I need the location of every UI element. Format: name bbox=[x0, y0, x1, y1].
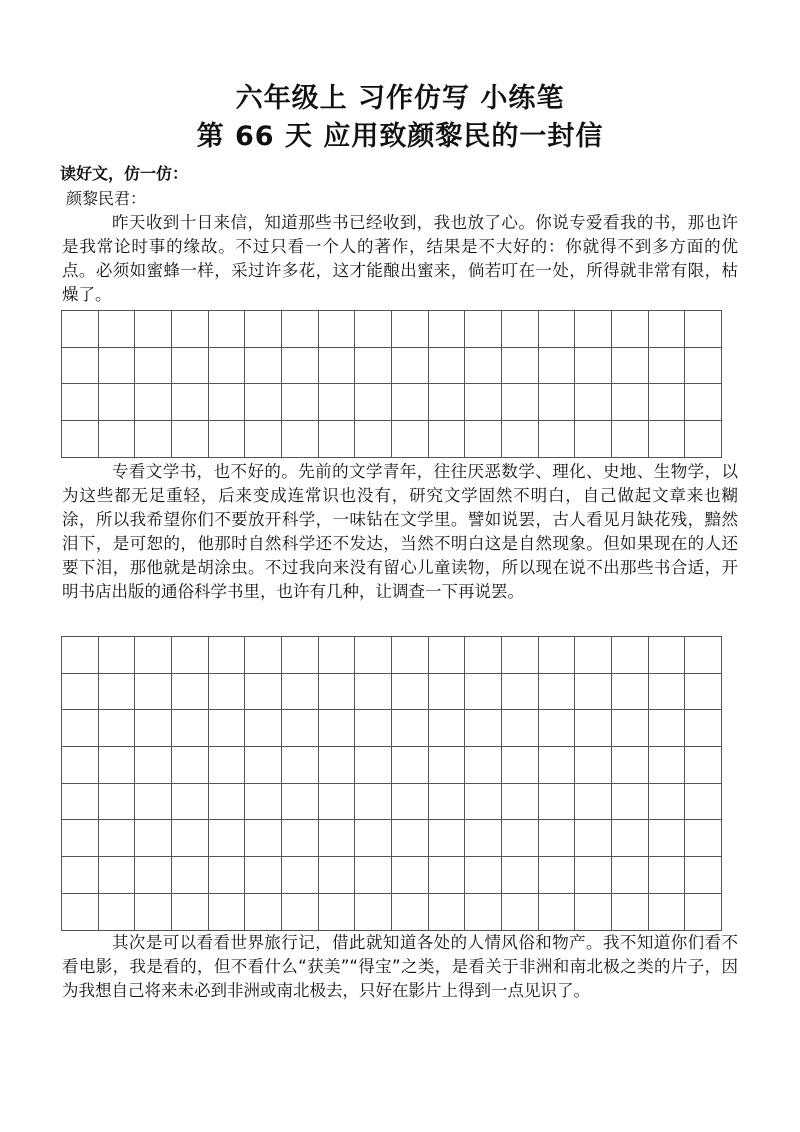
grid-cell[interactable] bbox=[612, 637, 649, 674]
grid-cell[interactable] bbox=[355, 820, 392, 857]
grid-cell[interactable] bbox=[575, 674, 612, 711]
grid-cell[interactable] bbox=[685, 857, 722, 894]
grid-cell[interactable] bbox=[429, 710, 466, 747]
grid-cell[interactable] bbox=[502, 894, 539, 931]
grid-cell[interactable] bbox=[465, 421, 502, 458]
grid-cell[interactable] bbox=[575, 384, 612, 421]
grid-cell[interactable] bbox=[649, 421, 686, 458]
grid-cell[interactable] bbox=[429, 384, 466, 421]
grid-cell[interactable] bbox=[539, 348, 576, 385]
grid-cell[interactable] bbox=[99, 894, 136, 931]
grid-cell[interactable] bbox=[429, 637, 466, 674]
grid-cell[interactable] bbox=[392, 857, 429, 894]
letter-paragraph-1: 昨天收到十日来信，知道那些书已经收到，我也放了心。你说专爱看我的书，那也许是我常论时事的缘故。不过只看一个人的著作，结果是不大好的：你就得不到多方面的优点。必须如蜜蜂一样，采过许多花，这才能酿出蜜来，倘若叮在一处，所得就非常有限，枯燥了。 bbox=[62, 213, 738, 304]
grid-cell[interactable] bbox=[99, 857, 136, 894]
grid-cell[interactable] bbox=[502, 384, 539, 421]
grid-cell[interactable] bbox=[135, 637, 172, 674]
grid-cell[interactable] bbox=[575, 348, 612, 385]
grid-cell[interactable] bbox=[135, 784, 172, 821]
grid-cell[interactable] bbox=[282, 784, 319, 821]
grid-cell[interactable] bbox=[355, 384, 392, 421]
grid-cell[interactable] bbox=[172, 747, 209, 784]
grid-cell[interactable] bbox=[392, 421, 429, 458]
grid-cell[interactable] bbox=[465, 784, 502, 821]
grid-cell[interactable] bbox=[612, 857, 649, 894]
grid-cell[interactable] bbox=[319, 637, 356, 674]
grid-cell[interactable] bbox=[99, 348, 136, 385]
grid-cell[interactable] bbox=[429, 857, 466, 894]
grid-cell[interactable] bbox=[209, 421, 246, 458]
grid-cell[interactable] bbox=[685, 348, 722, 385]
grid-cell[interactable] bbox=[429, 311, 466, 348]
grid-cell[interactable] bbox=[575, 747, 612, 784]
grid-cell[interactable] bbox=[392, 348, 429, 385]
grid-cell[interactable] bbox=[135, 710, 172, 747]
grid-cell[interactable] bbox=[649, 784, 686, 821]
grid-cell[interactable] bbox=[172, 710, 209, 747]
grid-cell[interactable] bbox=[649, 894, 686, 931]
grid-cell[interactable] bbox=[209, 348, 246, 385]
grid-cell[interactable] bbox=[612, 784, 649, 821]
grid-cell[interactable] bbox=[245, 348, 282, 385]
grid-cell[interactable] bbox=[172, 384, 209, 421]
grid-cell[interactable] bbox=[612, 311, 649, 348]
grid-cell[interactable] bbox=[319, 348, 356, 385]
grid-cell[interactable] bbox=[282, 421, 319, 458]
grid-cell[interactable] bbox=[319, 384, 356, 421]
grid-cell[interactable] bbox=[355, 348, 392, 385]
grid-cell[interactable] bbox=[355, 894, 392, 931]
grid-cell[interactable] bbox=[465, 710, 502, 747]
grid-cell[interactable] bbox=[355, 311, 392, 348]
grid-cell[interactable] bbox=[429, 674, 466, 711]
grid-cell[interactable] bbox=[245, 857, 282, 894]
grid-cell[interactable] bbox=[209, 784, 246, 821]
grid-cell[interactable] bbox=[245, 637, 282, 674]
grid-cell[interactable] bbox=[612, 747, 649, 784]
grid-cell[interactable] bbox=[245, 894, 282, 931]
grid-cell[interactable] bbox=[319, 747, 356, 784]
grid-cell[interactable] bbox=[282, 747, 319, 784]
grid-cell[interactable] bbox=[209, 311, 246, 348]
grid-cell[interactable] bbox=[429, 894, 466, 931]
grid-cell[interactable] bbox=[209, 637, 246, 674]
grid-cell[interactable] bbox=[502, 311, 539, 348]
grid-cell[interactable] bbox=[429, 784, 466, 821]
grid-cell[interactable] bbox=[392, 637, 429, 674]
grid-cell[interactable] bbox=[135, 857, 172, 894]
grid-cell[interactable] bbox=[685, 674, 722, 711]
grid-cell[interactable] bbox=[685, 747, 722, 784]
grid-cell[interactable] bbox=[502, 674, 539, 711]
grid-cell[interactable] bbox=[245, 384, 282, 421]
grid-cell[interactable] bbox=[319, 857, 356, 894]
grid-cell[interactable] bbox=[649, 747, 686, 784]
grid-cell[interactable] bbox=[209, 857, 246, 894]
grid-cell[interactable] bbox=[245, 820, 282, 857]
grid-cell[interactable] bbox=[575, 894, 612, 931]
grid-cell[interactable] bbox=[319, 421, 356, 458]
grid-cell[interactable] bbox=[612, 348, 649, 385]
grid-cell[interactable] bbox=[685, 784, 722, 821]
grid-cell[interactable] bbox=[685, 894, 722, 931]
grid-cell[interactable] bbox=[62, 784, 99, 821]
grid-cell[interactable] bbox=[465, 311, 502, 348]
writing-grid-2[interactable] bbox=[61, 636, 722, 931]
grid-cell[interactable] bbox=[282, 857, 319, 894]
grid-cell[interactable] bbox=[392, 384, 429, 421]
grid-cell[interactable] bbox=[245, 710, 282, 747]
grid-cell[interactable] bbox=[355, 674, 392, 711]
grid-cell[interactable] bbox=[649, 348, 686, 385]
grid-cell[interactable] bbox=[392, 674, 429, 711]
grid-cell[interactable] bbox=[649, 710, 686, 747]
grid-cell[interactable] bbox=[135, 421, 172, 458]
grid-cell[interactable] bbox=[62, 747, 99, 784]
grid-cell[interactable] bbox=[282, 710, 319, 747]
grid-cell[interactable] bbox=[245, 311, 282, 348]
grid-cell[interactable] bbox=[245, 421, 282, 458]
grid-cell[interactable] bbox=[99, 637, 136, 674]
grid-cell[interactable] bbox=[575, 784, 612, 821]
grid-cell[interactable] bbox=[685, 311, 722, 348]
grid-cell[interactable] bbox=[502, 820, 539, 857]
grid-cell[interactable] bbox=[392, 784, 429, 821]
grid-cell[interactable] bbox=[539, 710, 576, 747]
grid-cell[interactable] bbox=[429, 421, 466, 458]
grid-cell[interactable] bbox=[135, 894, 172, 931]
grid-cell[interactable] bbox=[172, 820, 209, 857]
grid-cell[interactable] bbox=[62, 311, 99, 348]
grid-cell[interactable] bbox=[685, 710, 722, 747]
grid-cell[interactable] bbox=[245, 784, 282, 821]
grid-cell[interactable] bbox=[502, 747, 539, 784]
grid-cell[interactable] bbox=[685, 820, 722, 857]
grid-cell[interactable] bbox=[282, 384, 319, 421]
grid-cell[interactable] bbox=[612, 894, 649, 931]
grid-cell[interactable] bbox=[282, 637, 319, 674]
grid-cell[interactable] bbox=[135, 311, 172, 348]
grid-cell[interactable] bbox=[99, 311, 136, 348]
grid-cell[interactable] bbox=[282, 348, 319, 385]
grid-cell[interactable] bbox=[465, 384, 502, 421]
grid-cell[interactable] bbox=[539, 674, 576, 711]
grid-cell[interactable] bbox=[465, 857, 502, 894]
grid-cell[interactable] bbox=[209, 674, 246, 711]
grid-cell[interactable] bbox=[282, 820, 319, 857]
grid-cell[interactable] bbox=[539, 747, 576, 784]
page-title: 六年级上 习作仿写 小练笔 bbox=[235, 83, 565, 114]
grid-cell[interactable] bbox=[392, 747, 429, 784]
grid-cell[interactable] bbox=[465, 637, 502, 674]
grid-cell[interactable] bbox=[649, 857, 686, 894]
grid-cell[interactable] bbox=[172, 784, 209, 821]
grid-cell[interactable] bbox=[539, 384, 576, 421]
grid-cell[interactable] bbox=[392, 311, 429, 348]
grid-cell[interactable] bbox=[209, 384, 246, 421]
grid-cell[interactable] bbox=[649, 384, 686, 421]
grid-cell[interactable] bbox=[502, 421, 539, 458]
grid-cell[interactable] bbox=[539, 311, 576, 348]
section-label: 读好文，仿一仿： bbox=[60, 164, 189, 183]
grid-cell[interactable] bbox=[649, 311, 686, 348]
grid-cell[interactable] bbox=[355, 421, 392, 458]
grid-cell[interactable] bbox=[575, 820, 612, 857]
grid-cell[interactable] bbox=[99, 384, 136, 421]
grid-cell[interactable] bbox=[172, 311, 209, 348]
grid-cell[interactable] bbox=[319, 674, 356, 711]
grid-cell[interactable] bbox=[685, 421, 722, 458]
grid-cell[interactable] bbox=[99, 747, 136, 784]
grid-cell[interactable] bbox=[62, 637, 99, 674]
grid-cell[interactable] bbox=[62, 894, 99, 931]
grid-cell[interactable] bbox=[99, 710, 136, 747]
grid-cell[interactable] bbox=[282, 674, 319, 711]
grid-cell[interactable] bbox=[172, 637, 209, 674]
grid-cell[interactable] bbox=[649, 674, 686, 711]
grid-cell[interactable] bbox=[465, 674, 502, 711]
grid-cell[interactable] bbox=[209, 747, 246, 784]
grid-cell[interactable] bbox=[62, 857, 99, 894]
writing-grid-1[interactable] bbox=[61, 310, 722, 458]
letter-paragraph-2: 专看文学书，也不好的。先前的文学青年，往往厌恶数学、理化、史地、生物学，以为这些都无足重轻，后来变成连常识也没有，研究文学固然不明白，自己做起文章来也糊涂，所以我希望你们不要放开科学，一味钻在文学里。譬如说罢，古人看见月缺花残，黯然泪下，是可恕的，他那时自然科学还不发达，当然不明白这是自然现象。但如果现在的人还要下泪，那他就是胡涂虫。不过我向来没有留心儿童读物，所以现在说不出那些书合适，开明书店出版的通俗科学书里，也许有几种，让调查一下再说罢。 bbox=[62, 462, 738, 601]
grid-cell[interactable] bbox=[62, 710, 99, 747]
grid-cell[interactable] bbox=[575, 710, 612, 747]
grid-cell[interactable] bbox=[172, 894, 209, 931]
grid-cell[interactable] bbox=[355, 747, 392, 784]
grid-cell[interactable] bbox=[62, 348, 99, 385]
grid-cell[interactable] bbox=[135, 820, 172, 857]
grid-cell[interactable] bbox=[502, 784, 539, 821]
grid-cell[interactable] bbox=[135, 384, 172, 421]
grid-cell[interactable] bbox=[539, 894, 576, 931]
grid-cell[interactable] bbox=[62, 674, 99, 711]
grid-cell[interactable] bbox=[135, 348, 172, 385]
grid-cell[interactable] bbox=[99, 674, 136, 711]
grid-cell[interactable] bbox=[612, 820, 649, 857]
grid-cell[interactable] bbox=[575, 857, 612, 894]
grid-cell[interactable] bbox=[99, 820, 136, 857]
grid-cell[interactable] bbox=[172, 421, 209, 458]
grid-cell[interactable] bbox=[135, 674, 172, 711]
grid-cell[interactable] bbox=[209, 820, 246, 857]
grid-cell[interactable] bbox=[319, 710, 356, 747]
grid-cell[interactable] bbox=[392, 710, 429, 747]
grid-cell[interactable] bbox=[539, 421, 576, 458]
grid-cell[interactable] bbox=[502, 637, 539, 674]
grid-cell[interactable] bbox=[392, 894, 429, 931]
grid-cell[interactable] bbox=[612, 710, 649, 747]
grid-cell[interactable] bbox=[245, 747, 282, 784]
grid-cell[interactable] bbox=[135, 747, 172, 784]
grid-cell[interactable] bbox=[172, 674, 209, 711]
letter-salutation: 颜黎民君： bbox=[66, 189, 147, 208]
grid-cell[interactable] bbox=[502, 857, 539, 894]
grid-cell[interactable] bbox=[209, 710, 246, 747]
grid-cell[interactable] bbox=[539, 784, 576, 821]
grid-cell[interactable] bbox=[355, 857, 392, 894]
grid-cell[interactable] bbox=[99, 421, 136, 458]
grid-cell[interactable] bbox=[355, 637, 392, 674]
grid-cell[interactable] bbox=[392, 820, 429, 857]
grid-cell[interactable] bbox=[245, 674, 282, 711]
grid-cell[interactable] bbox=[612, 674, 649, 711]
grid-cell[interactable] bbox=[649, 820, 686, 857]
grid-cell[interactable] bbox=[319, 894, 356, 931]
grid-cell[interactable] bbox=[575, 421, 612, 458]
grid-cell[interactable] bbox=[209, 894, 246, 931]
grid-cell[interactable] bbox=[539, 637, 576, 674]
grid-cell[interactable] bbox=[429, 820, 466, 857]
letter-paragraph-3: 其次是可以看看世界旅行记，借此就知道各处的人情风俗和物产。我不知道你们看不看电影，我是看的，但不看什么“获美”“得宝”之类，是看关于非洲和南北极之类的片子，因为我想自己将来未必到非洲或南北极去，只好在影片上得到一点见识了。 bbox=[62, 933, 738, 1000]
grid-cell[interactable] bbox=[355, 710, 392, 747]
grid-cell[interactable] bbox=[282, 894, 319, 931]
grid-cell[interactable] bbox=[502, 710, 539, 747]
grid-cell[interactable] bbox=[539, 820, 576, 857]
grid-cell[interactable] bbox=[429, 747, 466, 784]
page-subtitle: 第 66 天 应用致颜黎民的一封信 bbox=[196, 121, 604, 152]
grid-cell[interactable] bbox=[465, 820, 502, 857]
grid-cell[interactable] bbox=[429, 348, 466, 385]
grid-cell[interactable] bbox=[502, 348, 539, 385]
grid-cell[interactable] bbox=[685, 384, 722, 421]
grid-cell[interactable] bbox=[62, 820, 99, 857]
grid-cell[interactable] bbox=[612, 384, 649, 421]
grid-cell[interactable] bbox=[612, 421, 649, 458]
grid-cell[interactable] bbox=[685, 637, 722, 674]
grid-cell[interactable] bbox=[319, 784, 356, 821]
grid-cell[interactable] bbox=[355, 784, 392, 821]
grid-cell[interactable] bbox=[319, 311, 356, 348]
grid-cell[interactable] bbox=[465, 894, 502, 931]
grid-cell[interactable] bbox=[99, 784, 136, 821]
grid-cell[interactable] bbox=[465, 348, 502, 385]
grid-cell[interactable] bbox=[282, 311, 319, 348]
grid-cell[interactable] bbox=[465, 747, 502, 784]
grid-cell[interactable] bbox=[575, 311, 612, 348]
grid-cell[interactable] bbox=[539, 857, 576, 894]
grid-cell[interactable] bbox=[62, 384, 99, 421]
grid-cell[interactable] bbox=[575, 637, 612, 674]
grid-cell[interactable] bbox=[319, 820, 356, 857]
grid-cell[interactable] bbox=[172, 348, 209, 385]
grid-cell[interactable] bbox=[172, 857, 209, 894]
grid-cell[interactable] bbox=[62, 421, 99, 458]
grid-cell[interactable] bbox=[649, 637, 686, 674]
